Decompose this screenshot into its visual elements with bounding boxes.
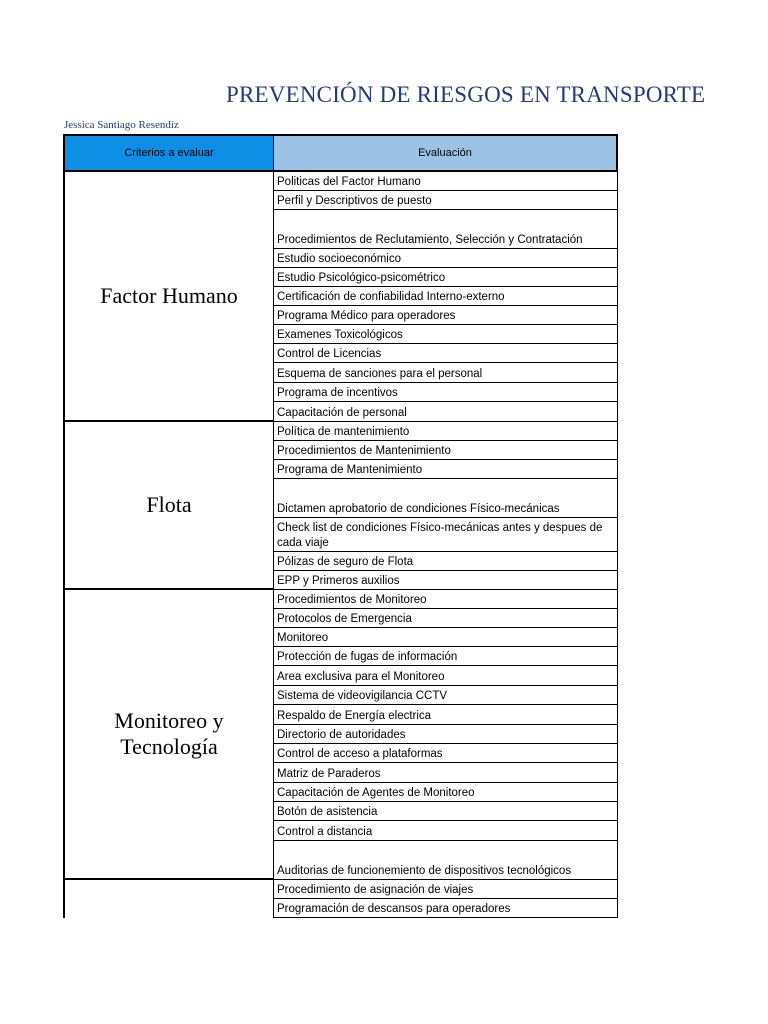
evaluation-item-text: Programa de incentivos	[277, 386, 398, 399]
criteria-category: Factor Humano	[63, 172, 274, 422]
evaluation-item	[273, 172, 618, 191]
evaluation-item	[273, 783, 618, 802]
evaluation-item	[273, 422, 618, 441]
evaluation-item-text: Programa de Mantenimiento	[277, 463, 423, 476]
evaluation-item-text: Estudio Psicológico-psicométrico	[277, 271, 446, 284]
evaluation-item	[273, 552, 618, 571]
evaluation-item	[273, 841, 618, 880]
evaluation-item-text: Area exclusiva para el Monitoreo	[277, 670, 445, 683]
evaluation-item	[273, 210, 618, 249]
evaluation-item	[273, 479, 618, 518]
evaluation-item	[273, 763, 618, 783]
evaluation-item	[273, 590, 618, 609]
evaluation-item	[273, 744, 618, 763]
evaluation-item-text: Auditorias de funcionemiento de dispositivos tecnológicos	[277, 864, 572, 877]
evaluation-item	[273, 287, 618, 306]
evaluation-item-text: Procedimiento de asignación de viajes	[277, 883, 474, 896]
header-evaluation: Evaluación	[273, 134, 618, 172]
evaluation-item	[273, 518, 618, 552]
evaluation-item-text: Capacitación de personal	[277, 406, 407, 419]
evaluation-item	[273, 249, 618, 268]
evaluation-item-text: Sistema de videovigilancia CCTV	[277, 689, 448, 702]
evaluation-item-text: Directorio de autoridades	[277, 728, 406, 741]
criteria-category: Monitoreo y Tecnología	[63, 590, 274, 880]
evaluation-item-text: Matriz de Paraderos	[277, 767, 381, 780]
evaluation-item-text: Estudio socioeconómico	[277, 252, 402, 265]
evaluation-item-text: Dictamen aprobatorio de condiciones Físico-mecánicas	[277, 502, 560, 515]
evaluation-item	[273, 647, 618, 666]
evaluation-item-text: Examenes Toxicológicos	[277, 328, 403, 341]
evaluation-item	[273, 609, 618, 628]
document-title: PREVENCIÓN DE RIESGOS EN TRANSPORTE	[226, 82, 706, 107]
evaluation-item-text: Política de mantenimiento	[277, 425, 410, 438]
evaluation-item	[273, 383, 618, 402]
evaluation-item	[273, 402, 618, 422]
evaluation-item-text: Programación de descansos para operadores	[277, 902, 511, 915]
evaluation-item	[273, 363, 618, 383]
evaluation-item-text: Protocolos de Emergencia	[277, 612, 412, 625]
evaluation-item-text: Procedimientos de Monitoreo	[277, 593, 427, 606]
evaluation-item	[273, 268, 618, 287]
evaluation-item	[273, 802, 618, 821]
author-name: Jessica Santiago Resendiz	[64, 119, 179, 131]
evaluation-item	[273, 705, 618, 725]
criteria-category	[63, 880, 274, 918]
evaluation-item-text: Perfil y Descriptivos de puesto	[277, 194, 432, 207]
evaluation-item	[273, 306, 618, 325]
evaluation-item	[273, 666, 618, 686]
evaluation-item	[273, 899, 618, 918]
evaluation-item-text: Procedimientos de Reclutamiento, Selección y Contratación	[277, 233, 583, 246]
evaluation-item-text: Control de acceso a plataformas	[277, 747, 443, 760]
header-criteria: Criterios a evaluar	[63, 134, 274, 172]
evaluation-item-text: Control de Licencias	[277, 347, 382, 360]
evaluation-item-text: Check list de condiciones Físico-mecánicas antes y despues de cada viaje	[277, 522, 603, 549]
evaluation-item	[273, 880, 618, 899]
evaluation-item-text: Certificación de confiabilidad Interno-externo	[277, 290, 505, 303]
evaluation-item-text: Respaldo de Energía electrica	[277, 709, 432, 722]
evaluation-item-text: Botón de asistencia	[277, 805, 378, 818]
evaluation-item	[273, 441, 618, 460]
evaluation-item	[273, 344, 618, 363]
evaluation-item-text: Procedimientos de Mantenimiento	[277, 444, 451, 457]
evaluation-item	[273, 725, 618, 744]
evaluation-item	[273, 191, 618, 210]
evaluation-item-text: Capacitación de Agentes de Monitoreo	[277, 786, 475, 799]
evaluation-item	[273, 686, 618, 705]
evaluation-item-text: Protección de fugas de información	[277, 650, 458, 663]
evaluation-item-text: Politicas del Factor Humano	[277, 175, 421, 188]
evaluation-item-text: Control a distancia	[277, 825, 373, 838]
evaluation-item	[273, 821, 618, 841]
evaluation-item	[273, 571, 618, 590]
evaluation-item	[273, 325, 618, 344]
evaluation-item-text: Programa Médico para operadores	[277, 309, 456, 322]
evaluation-item-text: Esquema de sanciones para el personal	[277, 367, 483, 380]
evaluation-item-text: Monitoreo	[277, 631, 329, 644]
criteria-category: Flota	[63, 422, 274, 590]
evaluation-item-text: EPP y Primeros auxilios	[277, 574, 400, 587]
evaluation-item	[273, 460, 618, 479]
evaluation-item	[273, 628, 618, 647]
evaluation-item-text: Pólizas de seguro de Flota	[277, 555, 414, 568]
